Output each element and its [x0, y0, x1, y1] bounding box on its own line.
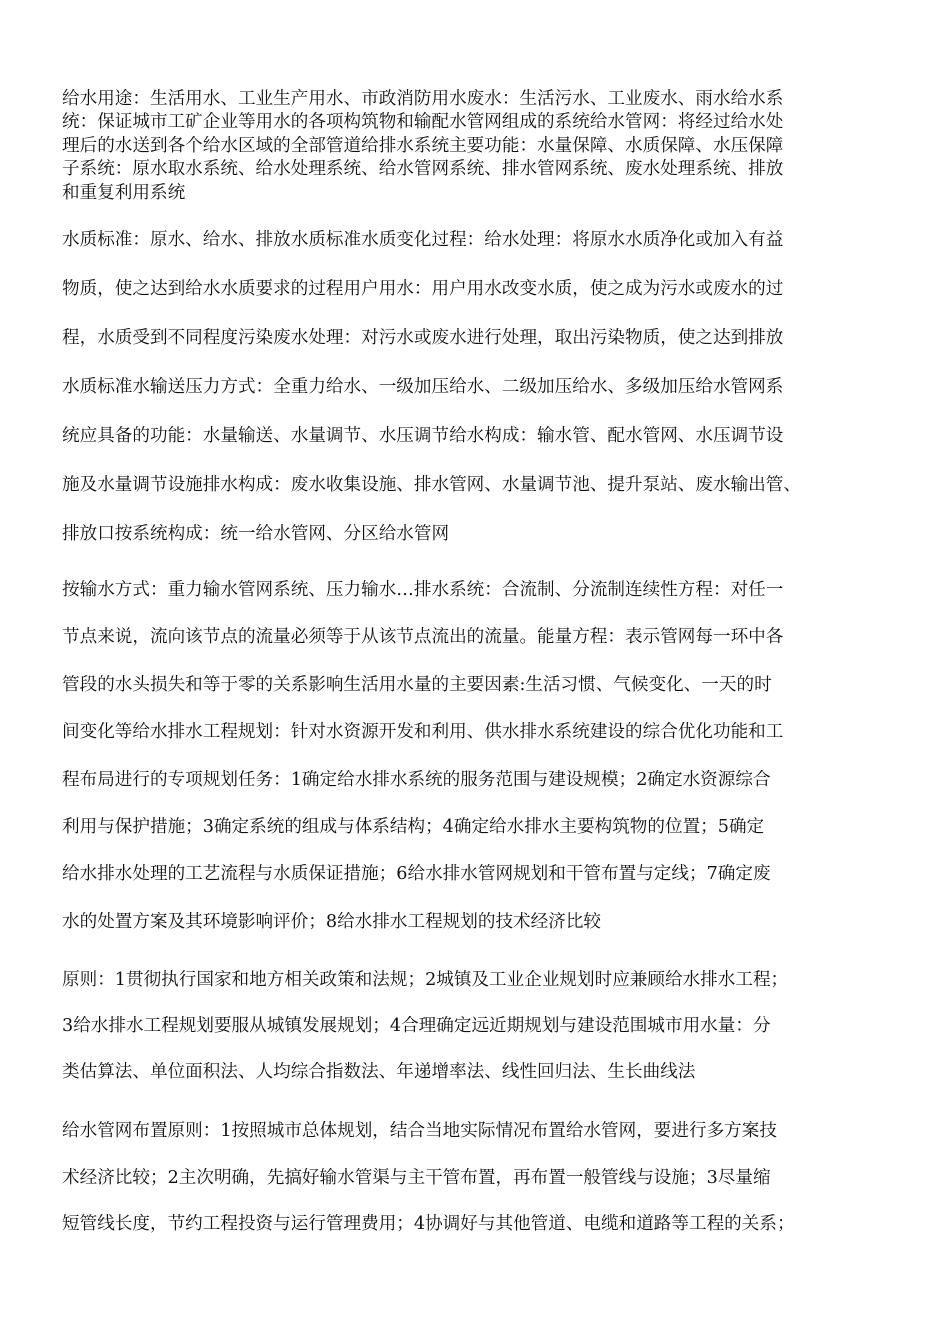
paragraph-transmission-methods — [62, 567, 902, 946]
text-line: 3给水排水工程规划要服从城镇发展规划；4合理确定远近期规划与建设范围城市用水量：分 — [62, 1016, 771, 1036]
text-line: 术经济比较；2主次明确，先搞好输水管渠与主干管布置，再布置一般管线与设施；3尽量缩 — [62, 1167, 771, 1188]
text-line: 给水用途：生活用水、工业生产用水、市政消防用水废水：生活污水、工业废水、雨水给水系 — [62, 89, 784, 109]
paragraph-principles — [62, 957, 902, 1095]
text-line: 排放口按系统构成：统一给水管网、分区给水管网 — [62, 524, 450, 544]
text-line: 水的处置方案及其环境影响评价；8给水排水工程规划的技术经济比较 — [62, 911, 602, 932]
text-line: 原则：1贯彻执行国家和地方相关政策和法规；2城镇及工业企业规划时应兼顾给水排水工程； — [62, 970, 789, 990]
text-line: 统：保证城市工矿企业等用水的各项构筑物和输配水管网组成的系统给水管网：将经过给水处 — [62, 112, 784, 133]
text-line: 节点来说，流向该节点的流量必须等于从该节点流出的流量。能量方程：表示管网每一环中各 — [62, 627, 784, 648]
text-line: 给水管网布置原则：1按照城市总体规划，结合当地实际情况布置给水管网，要进行多方案技 — [62, 1121, 777, 1141]
text-line: 统应具备的功能：水量输送、水量调节、水压调节给水构成：输水管、配水管网、水压调节设 — [62, 426, 784, 446]
text-line: 物质，使之达到给水水质要求的过程用户用水：用户用水改变水质，使之成为污水或废水的过 — [62, 279, 784, 299]
text-line: 管段的水头损失和等于零的关系影响生活用水量的主要因素:生活习惯、气候变化、一天的时 — [62, 674, 772, 695]
text-line: 类估算法、单位面积法、人均综合指数法、年递增率法、线性回归法、生长曲线法 — [62, 1062, 696, 1082]
text-line: 按输水方式：重力输水管网系统、压力输水…排水系统：合流制、分流制连续性方程：对任一 — [62, 580, 784, 600]
text-line: 施及水量调节设施排水构成：废水收集设施、排水管网、水量调节池、提升泵站、废水输出管、 — [62, 475, 801, 495]
text-line: 程，水质受到不同程度污染废水处理：对污水或废水进行处理，取出污染物质，使之达到排放 — [62, 328, 784, 348]
text-line: 水质标准水输送压力方式：全重力给水、一级加压给水、二级加压给水、多级加压给水管网系 — [62, 377, 784, 397]
text-line: 理后的水送到各个给水区域的全部管道给排水系统主要功能：水量保障、水质保障、水压保障 — [62, 135, 784, 156]
text-line: 和重复利用系统 — [62, 182, 186, 203]
paragraph-water-supply-uses — [62, 88, 902, 205]
text-line: 给水排水处理的工艺流程与水质保证措施；6给水排水管网规划和干管布置与定线；7确定废 — [62, 864, 771, 885]
text-line: 程布局进行的专项规划任务：1确定给水排水系统的服务范围与建设规模；2确定水资源综合 — [62, 769, 771, 790]
paragraph-network-layout-principles — [62, 1108, 902, 1248]
text-line: 水质标准：原水、给水、排放水质标准水质变化过程：给水处理：将原水水质净化或加入有益 — [62, 230, 784, 250]
text-line: 间变化等给水排水工程规划：针对水资源开发和利用、供水排水系统建设的综合优化功能和工 — [62, 722, 784, 743]
text-line: 子系统：原水取水系统、给水处理系统、给水管网系统、排水管网系统、废水处理系统、排放 — [62, 159, 784, 180]
text-line: 利用与保护措施；3确定系统的组成与体系结构；4确定给水排水主要构筑物的位置；5确定 — [62, 817, 765, 838]
paragraph-water-quality-standards — [62, 216, 902, 559]
text-line: 短管线长度，节约工程投资与运行管理费用；4协调好与其他管道、电缆和道路等工程的关系； — [62, 1214, 795, 1234]
